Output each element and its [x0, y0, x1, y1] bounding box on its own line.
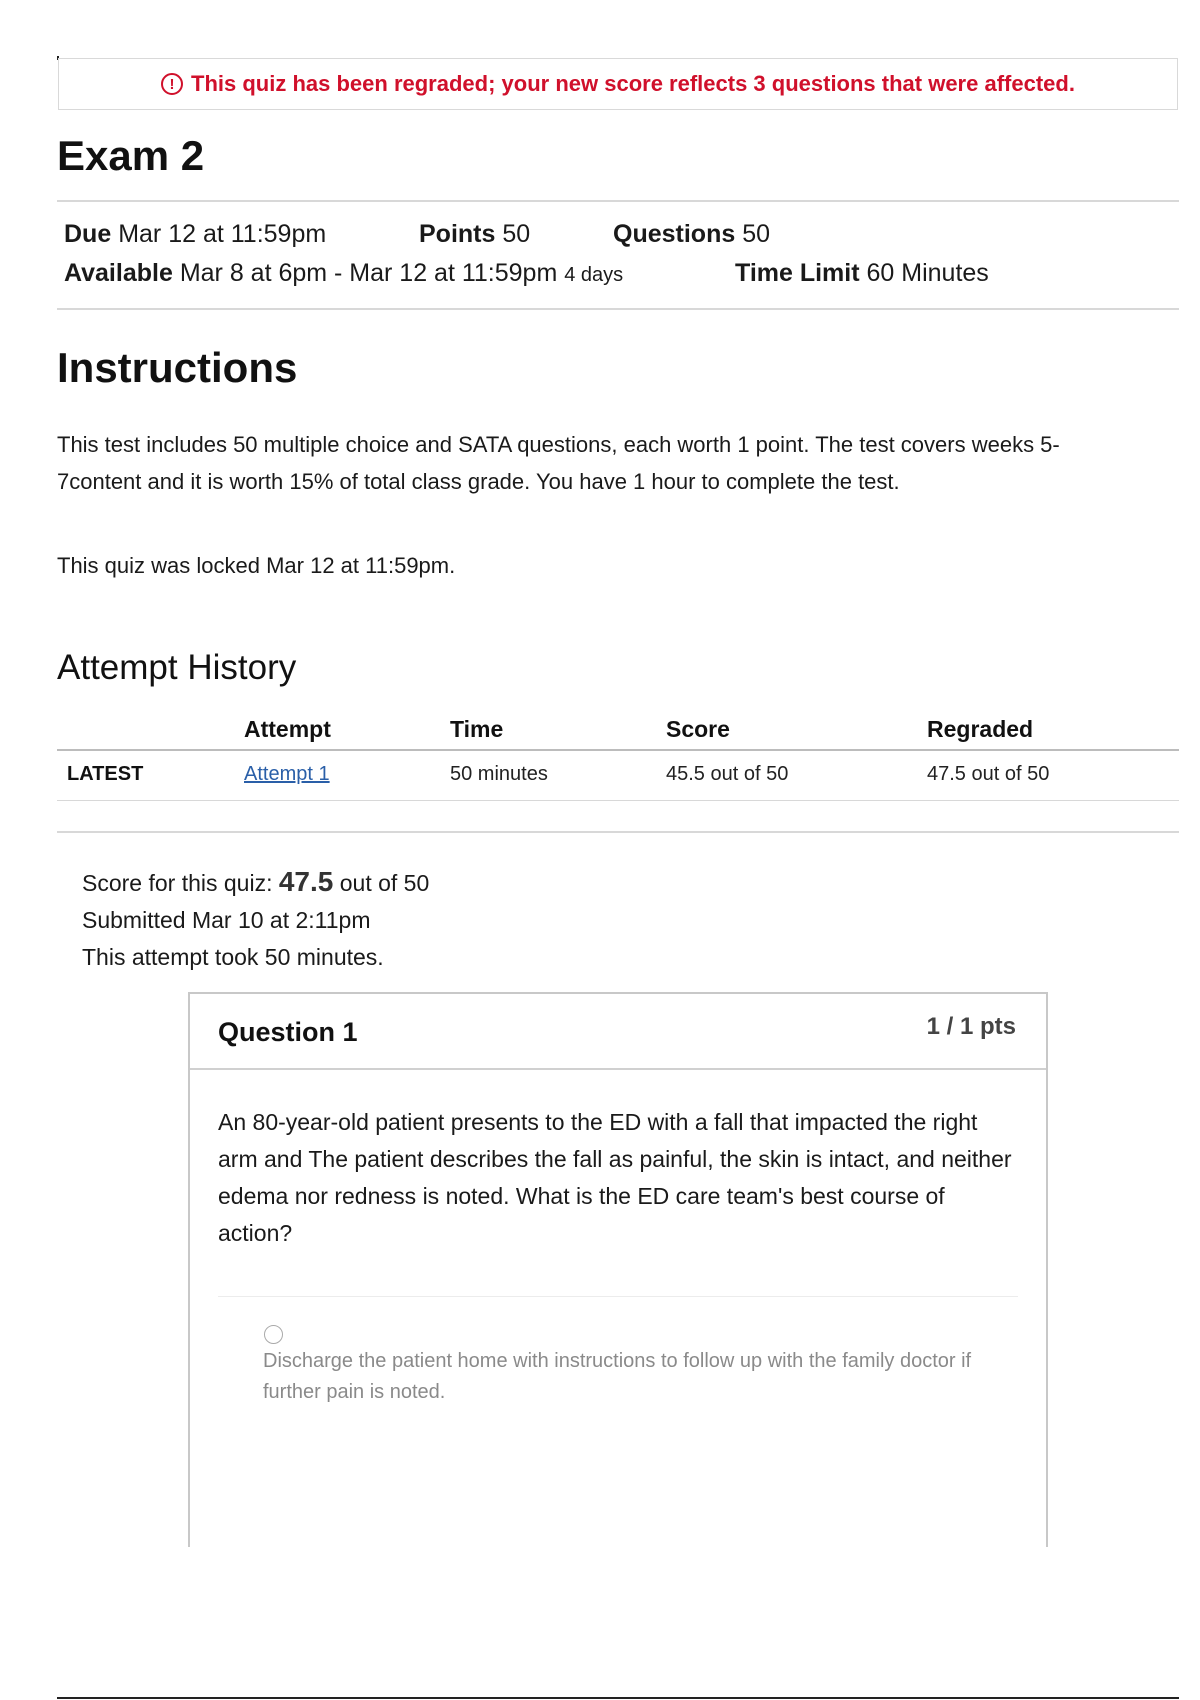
table-cell-attempt [244, 763, 330, 786]
attempt-duration: This attempt took 50 minutes. [82, 944, 384, 970]
table-row-rule [57, 800, 1179, 801]
attempt-1-link[interactable]: Attempt 1 [244, 763, 330, 785]
score-suffix: out of 50 [339, 870, 430, 896]
divider [57, 200, 1179, 202]
points-info [419, 220, 530, 249]
instructions-text [57, 426, 1060, 500]
question-points: 1 / 1 pts [926, 1013, 1016, 1040]
instructions-line-2: 7content and it is worth 15% of total class grade. You have 1 hour to complete the test. [57, 469, 900, 494]
due-value: Mar 12 at 11:59pm [118, 220, 327, 248]
time-limit-info [735, 259, 989, 288]
question-separator [218, 1296, 1018, 1297]
instructions-heading: Instructions [57, 344, 298, 391]
due-label: Due [64, 220, 112, 248]
score-summary [82, 863, 429, 976]
score-prefix: Score for this quiz: [82, 870, 273, 896]
page-bottom-rule [57, 1697, 1179, 1699]
column-header-score: Score [666, 716, 730, 742]
available-value: Mar 8 at 6pm - Mar 12 at 11:59pm [179, 259, 558, 287]
available-info [64, 259, 623, 288]
table-cell-regraded: 47.5 out of 50 [927, 763, 1050, 785]
score-line [82, 863, 429, 902]
answer-option[interactable]: Discharge the patient home with instructions to follow up with the family doctor if further pain is noted. [263, 1350, 972, 1403]
table-cell-time: 50 minutes [450, 763, 548, 785]
table-cell-score: 45.5 out of 50 [666, 763, 789, 785]
regrade-message: This quiz has been regraded; your new score reflects 3 questions that were affected. [191, 71, 1075, 96]
column-header-time: Time [450, 716, 504, 742]
questions-info [613, 220, 770, 249]
question-card [188, 992, 1048, 1547]
exam-title: Exam 2 [57, 132, 205, 179]
question-text: An 80-year-old patient presents to the ED with a fall that impacted the right arm and The patient describes the fall as painful, the skin is intact, and neither edema nor redness is noted. What is the ED care team's best course of action? [218, 1109, 1012, 1246]
time-limit-value: 60 Minutes [866, 259, 989, 287]
column-header-attempt: Attempt [244, 716, 331, 742]
table-header-rule [57, 749, 1179, 751]
points-value: 50 [502, 220, 531, 248]
questions-value: 50 [742, 220, 771, 248]
quiz-page [57, 0, 1179, 1700]
score-value: 47.5 [278, 866, 334, 897]
locked-notice: This quiz was locked Mar 12 at 11:59pm. [57, 553, 456, 578]
answer-radio[interactable] [264, 1325, 283, 1344]
alert-circle-icon: ! [161, 73, 183, 95]
column-header-regraded: Regraded [927, 716, 1034, 742]
due-info [64, 220, 326, 249]
available-label: Available [64, 259, 173, 287]
question-header [190, 994, 1046, 1070]
divider [57, 831, 1179, 833]
submitted-time: Submitted Mar 10 at 2:11pm [82, 907, 371, 933]
points-label: Points [419, 220, 496, 248]
latest-tag: LATEST [67, 763, 144, 785]
questions-label: Questions [613, 220, 736, 248]
available-duration: 4 days [564, 264, 624, 286]
regrade-banner [58, 58, 1178, 110]
instructions-line-1: This test includes 50 multiple choice and SATA questions, each worth 1 point. The test covers weeks 5- [57, 432, 1060, 457]
attempt-history-heading: Attempt History [57, 648, 297, 687]
time-limit-label: Time Limit [735, 259, 860, 287]
divider [57, 308, 1179, 310]
question-title: Question 1 [218, 1017, 358, 1047]
